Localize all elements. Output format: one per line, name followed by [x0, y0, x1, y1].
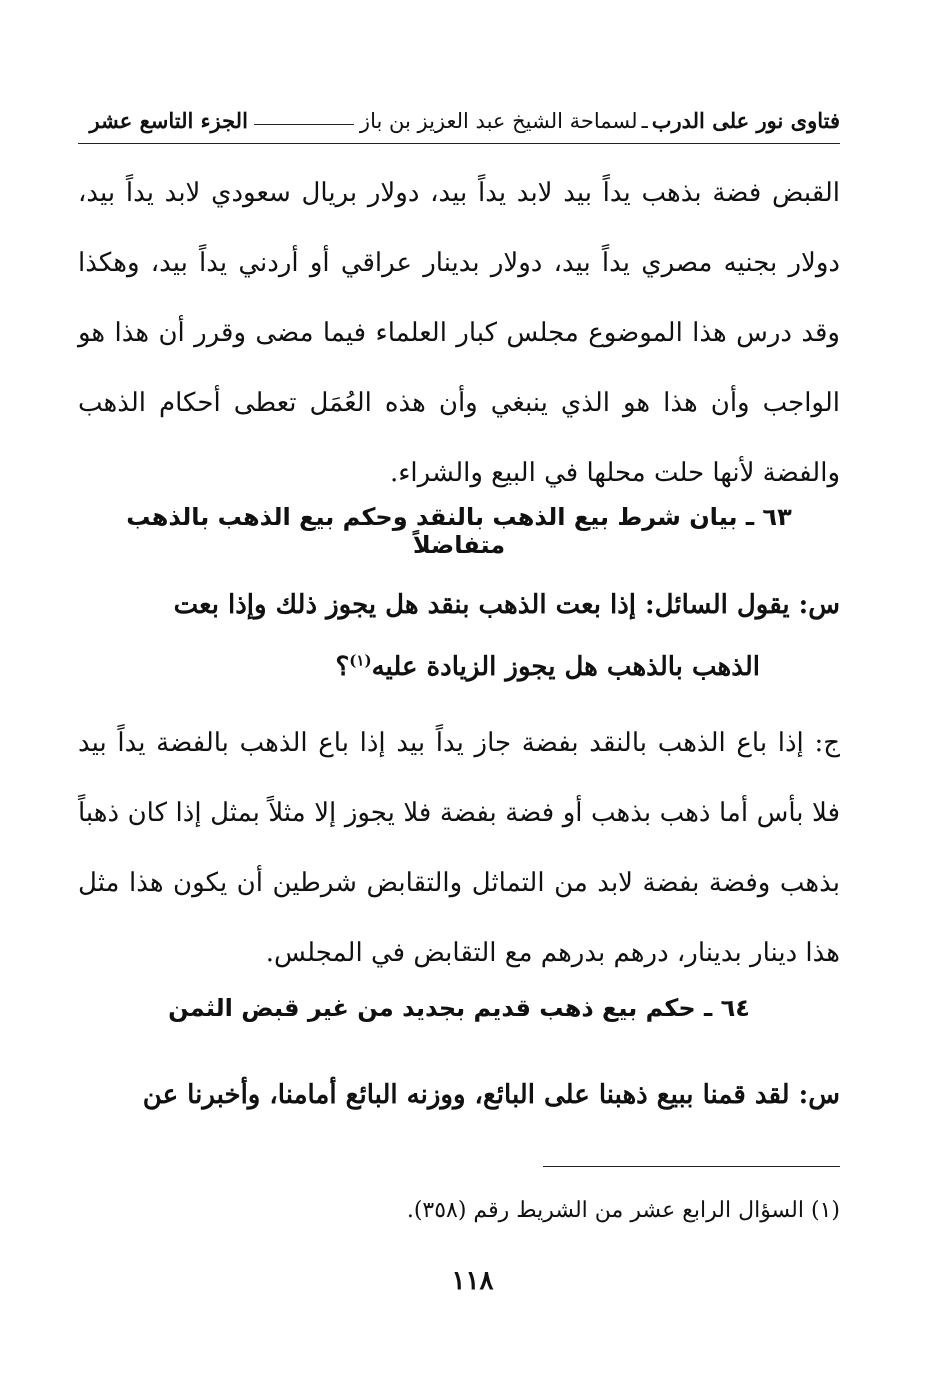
- header-rule: [254, 124, 354, 125]
- page-number: ١١٨: [451, 1266, 494, 1296]
- header-separator: ـ: [641, 108, 648, 133]
- section-63-heading: ٦٣ ـ بيان شرط بيع الذهب بالنقد وحكم بيع الذهب بالذهب متفاضلاً: [126, 503, 792, 559]
- question-mark: ؟: [335, 652, 350, 682]
- intro-paragraph: القبض فضة بذهب يداً بيد لابد يداً بيد، دولار بريال سعودي لابد يداً بيد، دولار بجنيه مصري يداً بيد، دولار بدينار عراقي أو أردني يداً بيد، وهكذا وقد درس هذا الموضوع مجلس كبار العلماء فيما مضى وقرر أن هذا هو الواجب وأن هذا هو الذي ينبغي وأن هذه العُمَل تعطى أحكام الذهب والفضة لأنها حلت محلها في البيع والشراء.: [78, 178, 840, 488]
- section-63-question: [78, 574, 840, 698]
- header-author: لسماحة الشيخ عبد العزيز بن باز: [359, 108, 638, 133]
- footnote: (١) السؤال الرابع عشر من الشريط رقم (٣٥٨).: [406, 1198, 840, 1223]
- question-line-2: الذهب بالذهب هل يجوز الزيادة عليه: [371, 652, 760, 682]
- question-line-1: س: يقول السائل: إذا بعت الذهب بنقد هل يجوز ذلك وإذا بعت: [173, 590, 840, 620]
- section-63-answer: ج: إذا باع الذهب بالنقد بفضة جاز يداً بيد إذا باع الذهب بالفضة يداً بيد فلا بأس أما ذهب بذهب أو فضة بفضة فلا يجوز إلا مثلاً بمثل إذا كان ذهباً بذهب وفضة بفضة لابد من التماثل والتقابض شرطين أن يكون هذا مثل هذا دينار بدينار، درهم بدرهم مع التقابض في المجلس.: [78, 728, 840, 968]
- running-header: [78, 104, 840, 144]
- footnote-reference: (١): [349, 651, 372, 670]
- volume-title: الجزء التاسع عشر: [89, 108, 248, 133]
- section-64-heading: ٦٤ ـ حكم بيع ذهب قديم بجديد من غير قبض الثمن: [168, 994, 750, 1022]
- book-title: فتاوى نور على الدرب: [651, 108, 840, 133]
- section-64-question: س: لقد قمنا ببيع ذهبنا على البائع، ووزنه البائع أمامنا، وأخبرنا عن: [142, 1080, 840, 1110]
- question-line-2-wrap: [78, 636, 840, 698]
- footnote-rule: [543, 1166, 840, 1167]
